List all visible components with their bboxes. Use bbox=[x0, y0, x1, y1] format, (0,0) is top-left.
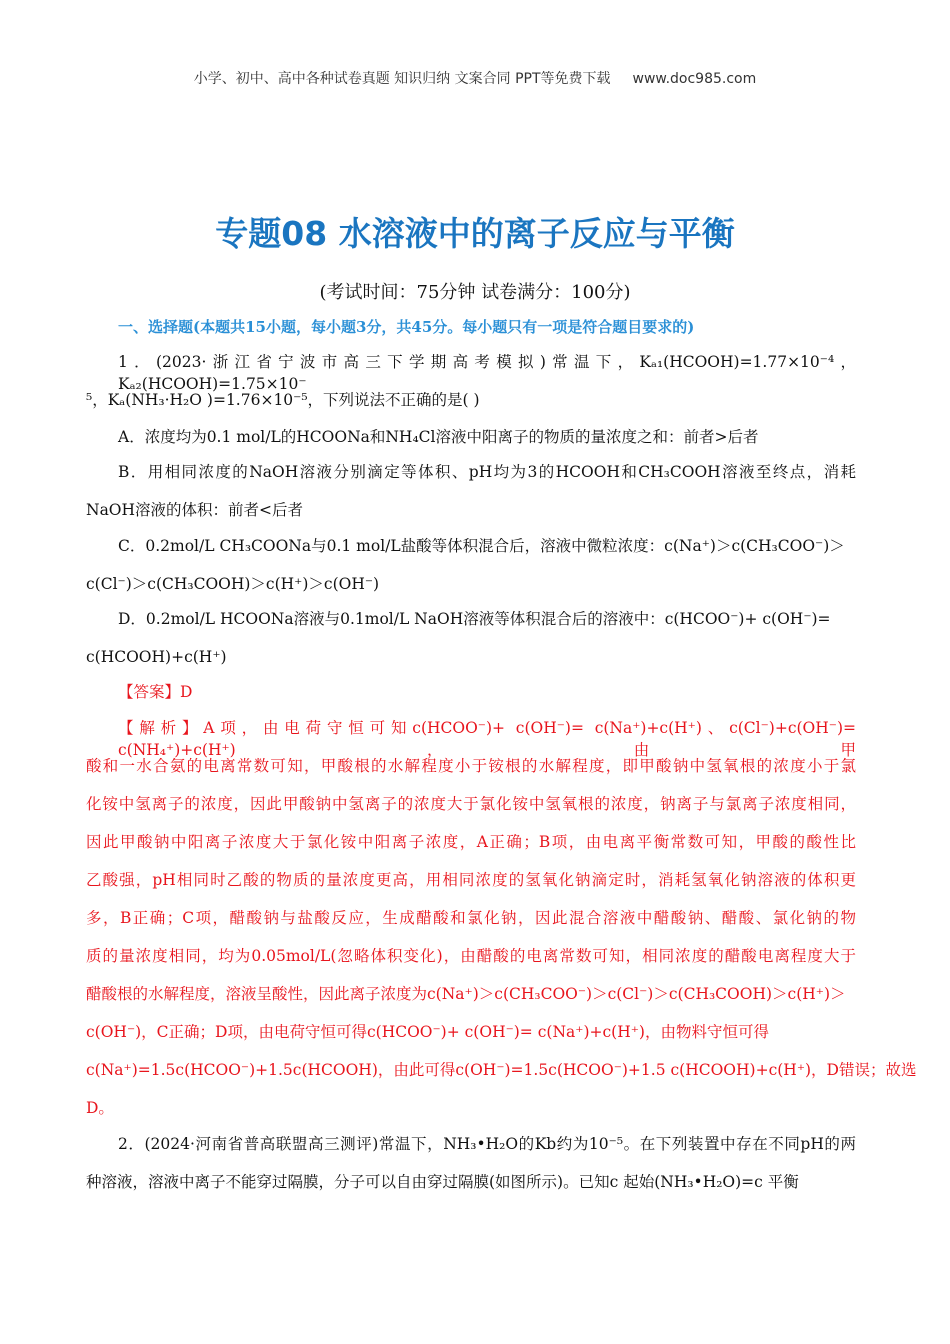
page-title: 专题08 水溶液中的离子反应与平衡 bbox=[215, 214, 735, 253]
page-header bbox=[0, 68, 950, 88]
analysis-line: 【解析】A项，由电荷守恒可知c(HCOO⁻)+ c(OH⁻)= c(Na⁺)+c(H⁺)、c(Cl⁻)+c(OH⁻)= c(NH₄⁺)+c(H⁺)，由甲 bbox=[118, 719, 856, 759]
question-2-line: 2．(2024·河南省普高联盟高三测评)常温下，NH₃•H₂O的Kb约为10⁻⁵。在下列装置中存在不同pH的两 bbox=[118, 1135, 856, 1153]
analysis-line: D。 bbox=[86, 1099, 114, 1117]
analysis-line: c(OH⁻)，C正确；D项，由电荷守恒可得c(HCOO⁻)+ c(OH⁻)= c(Na⁺)+c(H⁺)，由物料守恒可得 bbox=[86, 1023, 769, 1041]
option-b-cont: NaOH溶液的体积：前者<后者 bbox=[86, 501, 304, 519]
analysis-line: 乙酸强，pH相同时乙酸的物质的量浓度更高，用相同浓度的氢氧化钠滴定时，消耗氢氧化钠溶液的体积更 bbox=[86, 871, 856, 889]
analysis-line: 因此甲酸钠中阳离子浓度大于氯化铵中阳离子浓度，A正确；B项，由电离平衡常数可知，甲酸的酸性比 bbox=[86, 833, 856, 851]
option-c-cont: c(Cl⁻)＞c(CH₃COOH)＞c(H⁺)＞c(OH⁻) bbox=[86, 575, 380, 593]
option-c: C．0.2mol/L CH₃COONa与0.1 mol/L盐酸等体积混合后，溶液中微粒浓度：c(Na⁺)＞c(CH₃COO⁻)＞ bbox=[118, 537, 845, 555]
analysis-line: c(Na⁺)=1.5c(HCOO⁻)+1.5c(HCOOH)，由此可得c(OH⁻)=1.5c(HCOO⁻)+1.5 c(HCOOH)+c(H⁺)，D错误；故选 bbox=[86, 1061, 917, 1079]
question-1-line: ⁵，Kₐ(NH₃·H₂O )=1.76×10⁻⁵，下列说法不正确的是( ) bbox=[86, 391, 480, 409]
header-url[interactable]: www.doc985.com bbox=[632, 71, 757, 87]
option-d: D．0.2mol/L HCOONa溶液与0.1mol/L NaOH溶液等体积混合后的溶液中：c(HCOO⁻)+ c(OH⁻)= bbox=[118, 610, 831, 628]
answer: 【答案】D bbox=[118, 683, 193, 701]
analysis-line: 醋酸根的水解程度，溶液呈酸性，因此离子浓度为c(Na⁺)＞c(CH₃COO⁻)＞c(Cl⁻)＞c(CH₃COOH)＞c(H⁺)＞ bbox=[86, 985, 846, 1003]
option-a: A．浓度均为0.1 mol/L的HCOONa和NH₄Cl溶液中阳离子的物质的量浓度之和：前者>后者 bbox=[118, 428, 759, 446]
exam-info: (考试时间：75分钟 试卷满分：100分) bbox=[319, 282, 631, 303]
option-b: B．用相同浓度的NaOH溶液分别滴定等体积、pH均为3的HCOOH和CH₃COOH溶液至终点，消耗 bbox=[118, 463, 856, 481]
analysis-line: 质的量浓度相同，均为0.05mol/L(忽略体积变化)，由醋酸的电离常数可知，相同浓度的醋酸电离程度大于 bbox=[86, 947, 856, 965]
header-text: 小学、初中、高中各种试卷真题 知识归纳 文案合同 PPT等免费下载 bbox=[193, 71, 611, 87]
question-2-line: 种溶液，溶液中离子不能穿过隔膜，分子可以自由穿过隔膜(如图所示)。已知c 起始(NH₃•H₂O)=c 平衡 bbox=[86, 1173, 799, 1191]
analysis-line: 酸和一水合氨的电离常数可知，甲酸根的水解程度小于铵根的水解程度，即甲酸钠中氢氧根的浓度小于氯 bbox=[86, 757, 856, 775]
option-d-cont: c(HCOOH)+c(H⁺) bbox=[86, 648, 227, 666]
question-1-line: 1．(2023·浙江省宁波市高三下学期高考模拟)常温下，Kₐ₁(HCOOH)=1.77×10⁻⁴，Kₐ₂(HCOOH)=1.75×10⁻ bbox=[118, 353, 856, 393]
analysis-line: 多，B正确；C项，醋酸钠与盐酸反应，生成醋酸和氯化钠，因此混合溶液中醋酸钠、醋酸、氯化钠的物 bbox=[86, 909, 856, 927]
section-heading: 一、选择题(本题共15小题，每小题3分，共45分。每小题只有一项是符合题目要求的) bbox=[118, 318, 695, 336]
analysis-line: 化铵中氢离子的浓度，因此甲酸钠中氢离子的浓度大于氯化铵中氢氧根的浓度，钠离子与氯离子浓度相同， bbox=[86, 795, 856, 813]
